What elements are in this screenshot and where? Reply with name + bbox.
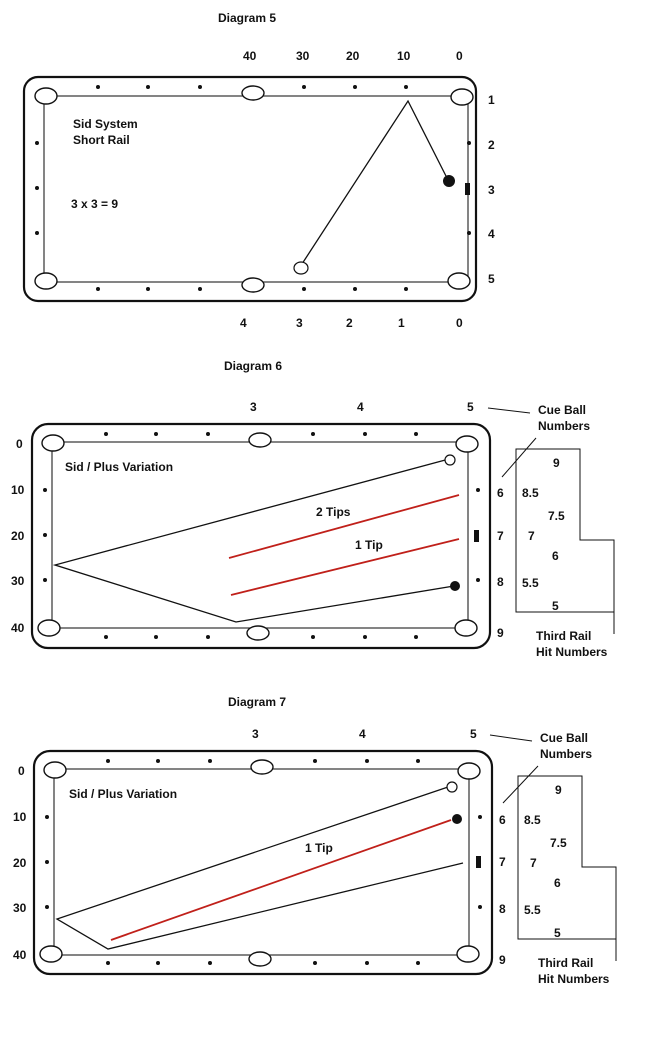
box-value: 8.5	[522, 486, 539, 500]
diagram-6	[11, 359, 614, 659]
diamond	[154, 432, 158, 436]
object-ball	[450, 581, 460, 591]
right-number: 6	[499, 813, 506, 827]
box-value: 6	[554, 876, 561, 890]
right-number: 4	[488, 227, 495, 241]
box-value: 7	[530, 856, 537, 870]
diamond	[35, 186, 39, 190]
bottom-number: 1	[398, 316, 405, 330]
right-number: 7	[497, 529, 504, 543]
diamond	[353, 85, 357, 89]
pocket	[42, 435, 64, 451]
rail-marker	[465, 183, 470, 195]
diamond	[311, 635, 315, 639]
right-number: 2	[488, 138, 495, 152]
diamond	[476, 578, 480, 582]
left-number: 0	[18, 764, 25, 778]
right-number: 1	[488, 93, 495, 107]
diamond	[467, 231, 471, 235]
right-number: 9	[497, 626, 504, 640]
diamond	[302, 287, 306, 291]
object-ball	[452, 814, 462, 824]
diagram-5	[24, 11, 495, 330]
diamond	[106, 759, 110, 763]
left-number: 40	[11, 621, 25, 635]
pocket	[242, 86, 264, 100]
left-number: 10	[13, 810, 27, 824]
box-value: 9	[555, 783, 562, 797]
diagram-6-title: Diagram 6	[224, 359, 283, 373]
table-rail	[34, 751, 492, 974]
tip-label: 1 Tip	[305, 841, 333, 855]
pocket	[247, 626, 269, 640]
right-number: 5	[488, 272, 495, 286]
diamond	[414, 432, 418, 436]
pocket	[44, 762, 66, 778]
top-number: 40	[243, 49, 257, 63]
table-rail	[24, 77, 476, 301]
left-number: 30	[11, 574, 25, 588]
top-number: 4	[359, 727, 366, 741]
pocket	[451, 89, 473, 105]
right-number: 8	[499, 902, 506, 916]
diamond	[146, 287, 150, 291]
diagram-7	[13, 695, 616, 986]
diamond	[311, 432, 315, 436]
right-number: 9	[499, 953, 506, 967]
shot-path	[55, 459, 454, 622]
diamond	[45, 860, 49, 864]
pocket	[457, 946, 479, 962]
top-number: 5	[470, 727, 477, 741]
diamond	[313, 759, 317, 763]
diamond	[45, 815, 49, 819]
system-name: Sid System	[73, 117, 138, 131]
left-number: 10	[11, 483, 25, 497]
tip-label: 2 Tips	[316, 505, 351, 519]
cue-ball-label: Cue Ball	[538, 403, 587, 417]
box-value: 6	[552, 549, 559, 563]
diamond	[104, 635, 108, 639]
diamond	[365, 961, 369, 965]
diamond	[104, 432, 108, 436]
pointer-line	[490, 735, 532, 741]
rail-marker	[474, 530, 479, 542]
left-number: 20	[11, 529, 25, 543]
top-number: 20	[346, 49, 360, 63]
top-number: 30	[296, 49, 310, 63]
diamond	[353, 287, 357, 291]
diamond	[363, 432, 367, 436]
pocket	[38, 620, 60, 636]
pocket	[35, 273, 57, 289]
top-number: 3	[250, 400, 257, 414]
diamond	[313, 961, 317, 965]
table-rail	[32, 424, 490, 648]
diamond	[146, 85, 150, 89]
pocket	[35, 88, 57, 104]
variation-label: Sid / Plus Variation	[69, 787, 178, 801]
bottom-number: 2	[346, 316, 353, 330]
diamond	[208, 961, 212, 965]
diamond	[156, 759, 160, 763]
diamond	[404, 287, 408, 291]
diamond	[208, 759, 212, 763]
diamond	[43, 578, 47, 582]
diamond	[416, 759, 420, 763]
diamond	[35, 141, 39, 145]
pointer-line	[488, 408, 530, 413]
diamond	[206, 635, 210, 639]
cue-ball	[294, 262, 308, 274]
diamond	[154, 635, 158, 639]
top-number: 3	[252, 727, 259, 741]
left-number: 40	[13, 948, 27, 962]
top-number: 4	[357, 400, 364, 414]
bottom-number: 0	[456, 316, 463, 330]
cue-ball-label: Cue Ball	[540, 731, 589, 745]
diamond	[478, 815, 482, 819]
diamond	[96, 287, 100, 291]
diamond	[404, 85, 408, 89]
diamond	[302, 85, 306, 89]
diamond	[43, 488, 47, 492]
pointer-line	[502, 438, 536, 477]
left-number: 20	[13, 856, 27, 870]
top-number: 0	[456, 49, 463, 63]
diamond	[156, 961, 160, 965]
pocket	[40, 946, 62, 962]
bottom-number: 4	[240, 316, 247, 330]
diamond	[416, 961, 420, 965]
third-rail-label: Hit Numbers	[536, 645, 608, 659]
pocket	[448, 273, 470, 289]
shot-path	[300, 101, 448, 267]
right-number: 6	[497, 486, 504, 500]
right-number: 8	[497, 575, 504, 589]
cue-ball	[445, 455, 455, 465]
left-number: 0	[16, 437, 23, 451]
cue-ball	[447, 782, 457, 792]
third-rail-label: Third Rail	[536, 629, 592, 643]
third-rail-label: Hit Numbers	[538, 972, 610, 986]
formula: 3 x 3 = 9	[71, 197, 119, 211]
diagram-5-title: Diagram 5	[218, 11, 277, 25]
pocket	[242, 278, 264, 292]
tip-label: 1 Tip	[355, 538, 383, 552]
top-number: 5	[467, 400, 474, 414]
box-value: 5.5	[522, 576, 539, 590]
left-number: 30	[13, 901, 27, 915]
box-value: 8.5	[524, 813, 541, 827]
diamond	[96, 85, 100, 89]
cue-ball-label: Numbers	[540, 747, 593, 761]
diamond	[365, 759, 369, 763]
pocket	[458, 763, 480, 779]
cue-ball-label: Numbers	[538, 419, 591, 433]
diamond	[363, 635, 367, 639]
pointer-line	[503, 766, 538, 803]
variation-label: Sid / Plus Variation	[65, 460, 174, 474]
diamond	[478, 905, 482, 909]
right-number: 7	[499, 855, 506, 869]
bottom-number: 3	[296, 316, 303, 330]
box-value: 5	[554, 926, 561, 940]
pocket	[251, 760, 273, 774]
right-number: 3	[488, 183, 495, 197]
one-tip-line	[111, 820, 451, 940]
box-value: 5.5	[524, 903, 541, 917]
diamond	[106, 961, 110, 965]
system-subtitle: Short Rail	[73, 133, 130, 147]
diamond	[414, 635, 418, 639]
diamond	[476, 488, 480, 492]
diagram-7-title: Diagram 7	[228, 695, 287, 709]
box-value: 5	[552, 599, 559, 613]
object-ball	[443, 175, 455, 187]
diamond	[467, 141, 471, 145]
pocket	[249, 952, 271, 966]
diamond	[43, 533, 47, 537]
diamond	[198, 287, 202, 291]
shot-path	[57, 786, 463, 949]
box-value: 7	[528, 529, 535, 543]
diamond	[45, 905, 49, 909]
diamond	[206, 432, 210, 436]
box-value: 9	[553, 456, 560, 470]
pocket	[249, 433, 271, 447]
diamond	[198, 85, 202, 89]
diamond	[35, 231, 39, 235]
box-value: 7.5	[548, 509, 565, 523]
top-number: 10	[397, 49, 411, 63]
box-value: 7.5	[550, 836, 567, 850]
pocket	[456, 436, 478, 452]
rail-marker	[476, 856, 481, 868]
third-rail-label: Third Rail	[538, 956, 594, 970]
pocket	[455, 620, 477, 636]
